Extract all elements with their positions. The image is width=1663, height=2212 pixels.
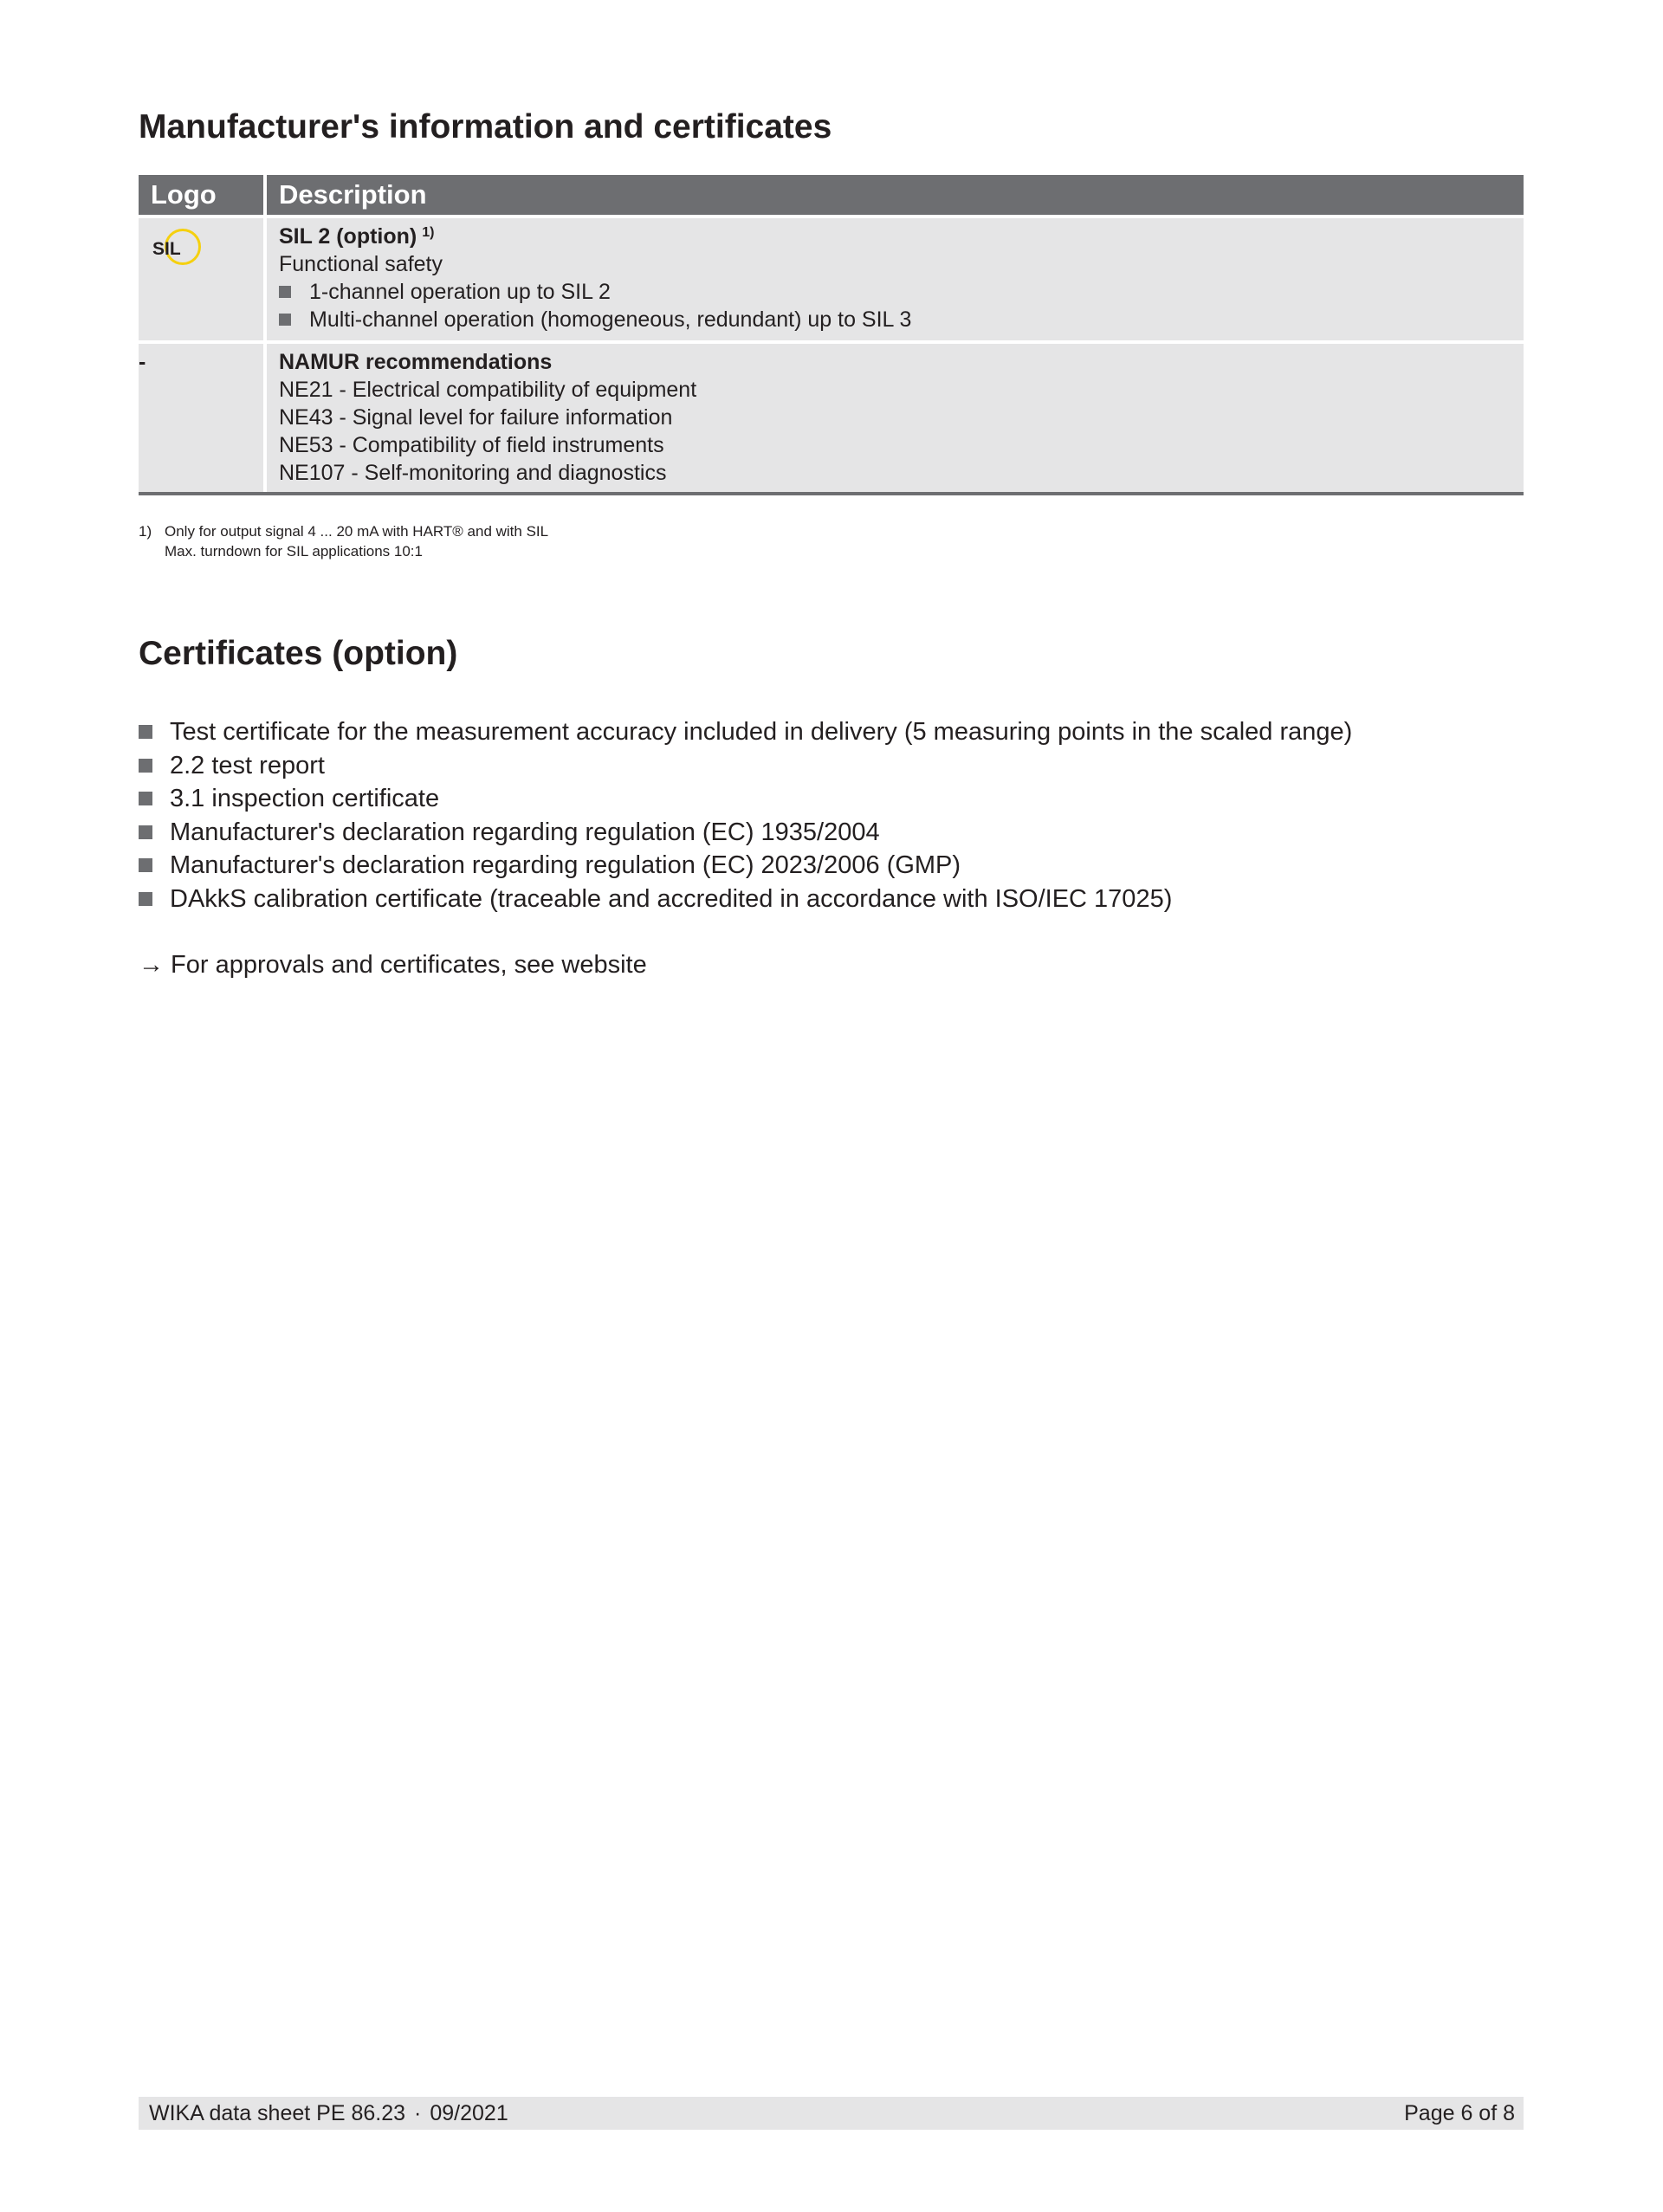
square-bullet-icon xyxy=(139,792,152,805)
footer-date: 09/2021 xyxy=(430,2100,508,2125)
table-row xyxy=(139,344,1524,492)
square-bullet-icon xyxy=(139,825,152,839)
column-header-description: Description xyxy=(267,175,1524,215)
footnote-ref: 1) xyxy=(422,225,435,240)
list-item: Manufacturer's declaration regarding regulation (EC) 2023/2006 (GMP) xyxy=(139,849,1352,883)
list-item: Multi-channel operation (homogeneous, redundant) up to SIL 3 xyxy=(279,306,1524,333)
footnote-line: Only for output signal 4 ... 20 mA with HART® and with SIL xyxy=(165,523,549,540)
page-number: Page 6 of 8 xyxy=(1404,2100,1515,2125)
column-header-logo: Logo xyxy=(139,175,263,215)
row-line: NE53 - Compatibility of field instruments xyxy=(279,433,664,457)
sil-logo-icon xyxy=(151,227,203,265)
table-header xyxy=(139,175,1524,215)
footnote-line: Max. turndown for SIL applications 10:1 xyxy=(165,543,423,559)
logo-cell xyxy=(139,218,263,340)
sil-logo-text: SIL xyxy=(152,239,181,259)
footer-doc-info xyxy=(149,2101,508,2126)
list-item: 3.1 inspection certificate xyxy=(139,782,1352,816)
row-title: SIL 2 (option) $^{1)}$ xyxy=(279,224,435,249)
footer-doc-name: WIKA data sheet PE 86.23 xyxy=(149,2100,406,2125)
list-item: Manufacturer's declaration regarding regulation (EC) 1935/2004 xyxy=(139,816,1352,850)
row-title: NAMUR recommendations xyxy=(279,350,553,374)
square-bullet-icon xyxy=(139,858,152,872)
row-line: NE21 - Electrical compatibility of equipment xyxy=(279,378,697,402)
list-item: DAkkS calibration certificate (traceable and accredited in accordance with ISO/IEC 17025) xyxy=(139,883,1352,916)
square-bullet-icon xyxy=(139,892,152,906)
footnote-mark: 1) xyxy=(139,523,152,540)
page-footer xyxy=(139,2097,1524,2130)
table-row xyxy=(139,218,1524,340)
description-cell xyxy=(267,344,1524,492)
square-bullet-icon xyxy=(139,725,152,739)
section-title-certificates: Certificates (option) xyxy=(139,635,458,672)
row-line: NE107 - Self-monitoring and diagnostics xyxy=(279,461,667,485)
logo-cell: - xyxy=(139,344,263,492)
section-title-manufacturer: Manufacturer's information and certificates xyxy=(139,108,832,146)
square-bullet-icon xyxy=(279,314,291,326)
footnote xyxy=(139,521,548,561)
see-website-note: → For approvals and certificates, see website xyxy=(139,951,647,979)
list-item: 1-channel operation up to SIL 2 xyxy=(279,278,1524,306)
list-item: 2.2 test report xyxy=(139,749,1352,783)
list-item: Test certificate for the measurement accuracy included in delivery (5 measuring points in the scaled range) xyxy=(139,715,1352,749)
square-bullet-icon xyxy=(139,759,152,773)
row-line: NE43 - Signal level for failure information xyxy=(279,405,673,430)
description-cell xyxy=(267,218,1524,340)
row-subtitle: Functional safety xyxy=(279,252,443,276)
certificates-list xyxy=(139,715,1352,915)
table-bottom-rule xyxy=(139,492,1524,495)
certificates-table xyxy=(139,175,1524,495)
square-bullet-icon xyxy=(279,286,291,298)
footer-separator: · xyxy=(414,2100,422,2125)
